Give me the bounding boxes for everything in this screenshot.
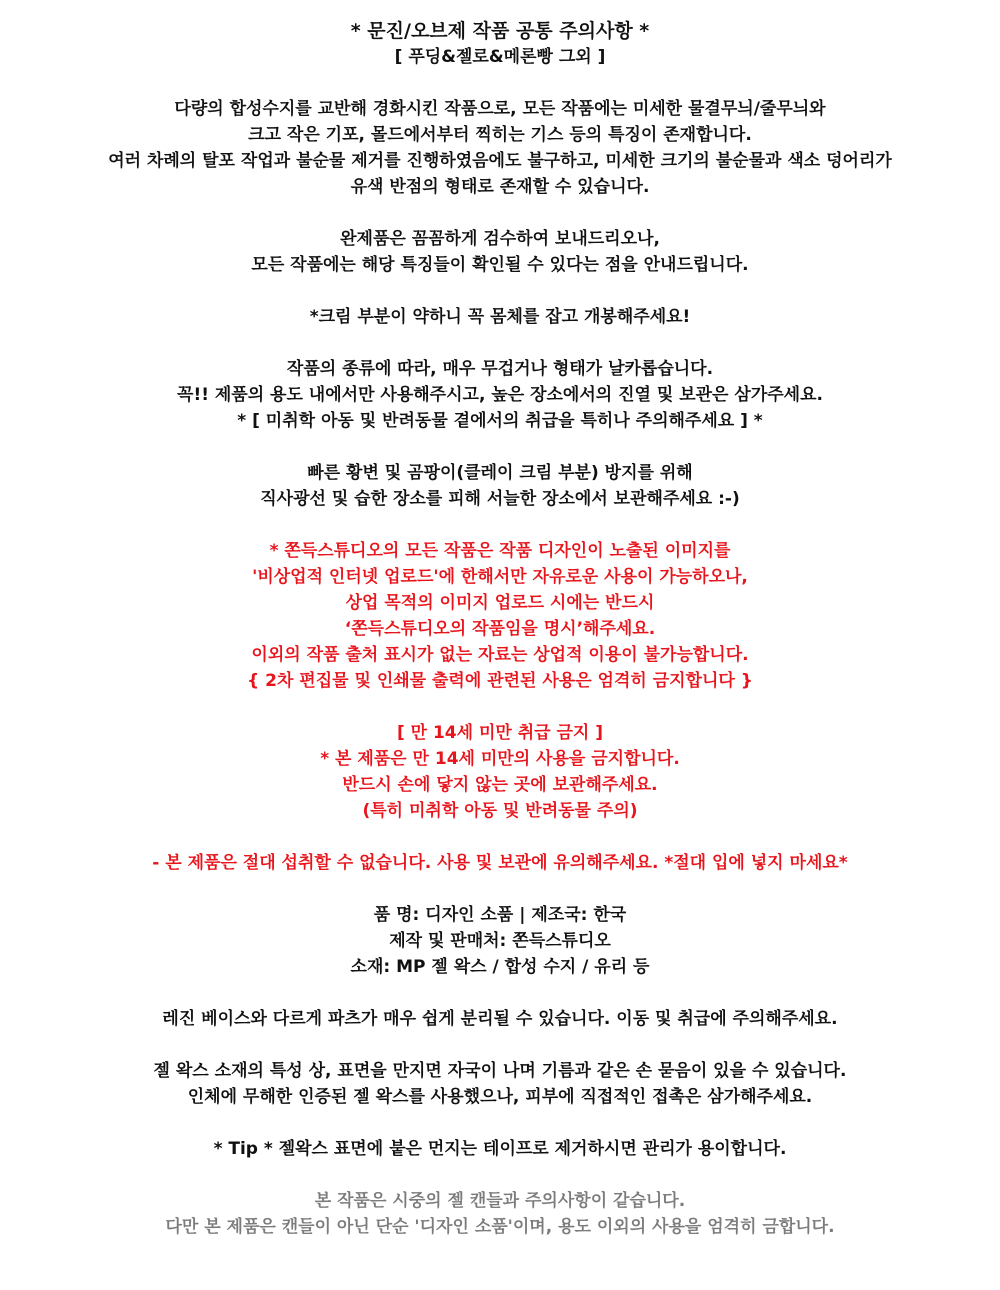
weight-warning-line: 꼭!! 제품의 용도 내에서만 사용해주시고, 높은 장소에서의 진열 및 보관은 삼가주세요.	[177, 385, 823, 405]
copyright-line: 이외의 작품 출처 표시가 없는 자료는 상업적 이용이 불가능합니다.	[251, 645, 749, 665]
inspection-line: 모든 작품에는 해당 특징들이 확인될 수 있다는 점을 안내드립니다.	[251, 255, 749, 275]
spacer	[0, 1110, 1000, 1136]
notice-title: * 문진/오브제 작품 공통 주의사항 *	[350, 20, 650, 42]
spacer	[0, 980, 1000, 1006]
cream-note: *크림 부분이 약하니 꼭 몸체를 잡고 개봉해주세요!	[309, 307, 691, 327]
ingestion-warning: - 본 제품은 절대 섭취할 수 없습니다. 사용 및 보관에 유의해주세요. *절대 입에 넣지 마세요*	[152, 853, 848, 873]
copyright-line: ‘쫀득스튜디오의 작품임을 명시’해주세요.	[344, 619, 656, 639]
age-warning-line: [ 만 14세 미만 취급 금지 ]	[396, 723, 604, 743]
weight-warning-paragraph	[0, 356, 1000, 434]
spacer	[0, 694, 1000, 720]
footer-line: 본 작품은 시중의 젤 캔들과 주의사항이 같습니다.	[314, 1191, 686, 1211]
gel-wax-line: 인체에 무해한 인증된 젤 왁스를 사용했으나, 피부에 직접적인 접촉은 삼가해주세요.	[187, 1087, 813, 1107]
age-warning-paragraph	[0, 720, 1000, 824]
intro-line: 크고 작은 기포, 몰드에서부터 찍히는 기스 등의 특징이 존재합니다.	[248, 125, 752, 145]
storage-line: 빠른 황변 및 곰팡이(클레이 크림 부분) 방지를 위해	[307, 463, 693, 483]
intro-line: 다량의 합성수지를 교반해 경화시킨 작품으로, 모든 작품에는 미세한 물결무늬/줄무늬와	[174, 99, 826, 119]
copyright-line: * 쫀득스튜디오의 모든 작품은 작품 디자인이 노출된 이미지를	[269, 541, 731, 561]
storage-paragraph	[0, 460, 1000, 512]
spacer	[0, 512, 1000, 538]
product-info-line: 소재: MP 젤 왁스 / 합성 수지 / 유리 등	[350, 957, 650, 977]
spacer	[0, 1162, 1000, 1188]
intro-line: 유색 반점의 형태로 존재할 수 있습니다.	[350, 177, 650, 197]
age-warning-line: 반드시 손에 닿지 않는 곳에 보관해주세요.	[342, 775, 658, 795]
tip-note: * Tip * 젤왁스 표면에 붙은 먼지는 테이프로 제거하시면 관리가 용이합니다.	[213, 1139, 787, 1159]
parts-note: 레진 베이스와 다르게 파츠가 매우 쉽게 분리될 수 있습니다. 이동 및 취급에 주의해주세요.	[162, 1009, 838, 1029]
footer-paragraph	[0, 1188, 1000, 1240]
storage-line: 직사광선 및 습한 장소를 피해 서늘한 장소에서 보관해주세요 :-)	[260, 489, 740, 509]
spacer	[0, 876, 1000, 902]
copyright-paragraph	[0, 538, 1000, 694]
weight-warning-line: * [ 미취학 아동 및 반려동물 곁에서의 취급을 특히나 주의해주세요 ] *	[237, 411, 763, 431]
notice-subtitle: [ 푸딩&젤로&메론빵 그외 ]	[394, 47, 606, 67]
spacer	[0, 330, 1000, 356]
weight-warning-line: 작품의 종류에 따라, 매우 무겁거나 형태가 날카롭습니다.	[286, 359, 714, 379]
inspection-line: 완제품은 꼼꼼하게 검수하여 보내드리오나,	[340, 229, 660, 249]
intro-paragraph	[0, 96, 1000, 200]
spacer	[0, 70, 1000, 96]
spacer	[0, 278, 1000, 304]
spacer	[0, 200, 1000, 226]
copyright-line: { 2차 편집물 및 인쇄물 출력에 관련된 사용은 엄격히 금지합니다 }	[247, 671, 753, 691]
product-info-line: 제작 및 판매처: 쫀득스튜디오	[389, 931, 611, 951]
gel-wax-paragraph	[0, 1058, 1000, 1110]
spacer	[0, 824, 1000, 850]
copyright-line: 상업 목적의 이미지 업로드 시에는 반드시	[345, 593, 655, 613]
copyright-line: '비상업적 인터넷 업로드'에 한해서만 자유로운 사용이 가능하오나,	[252, 567, 748, 587]
inspection-paragraph	[0, 226, 1000, 278]
product-info	[0, 902, 1000, 980]
spacer	[0, 434, 1000, 460]
intro-line: 여러 차례의 탈포 작업과 불순물 제거를 진행하였음에도 불구하고, 미세한 크기의 불순물과 색소 덩어리가	[108, 151, 892, 171]
product-info-line: 품 명: 디자인 소품 | 제조국: 한국	[373, 905, 627, 925]
age-warning-line: (특히 미취학 아동 및 반려동물 주의)	[362, 801, 638, 821]
footer-line: 다만 본 제품은 캔들이 아닌 단순 '디자인 소품'이며, 용도 이외의 사용을 엄격히 금합니다.	[165, 1217, 835, 1237]
age-warning-line: * 본 제품은 만 14세 미만의 사용을 금지합니다.	[320, 749, 680, 769]
gel-wax-line: 젤 왁스 소재의 특성 상, 표면을 만지면 자국이 나며 기름과 같은 손 묻음이 있을 수 있습니다.	[153, 1061, 847, 1081]
spacer	[0, 1032, 1000, 1058]
